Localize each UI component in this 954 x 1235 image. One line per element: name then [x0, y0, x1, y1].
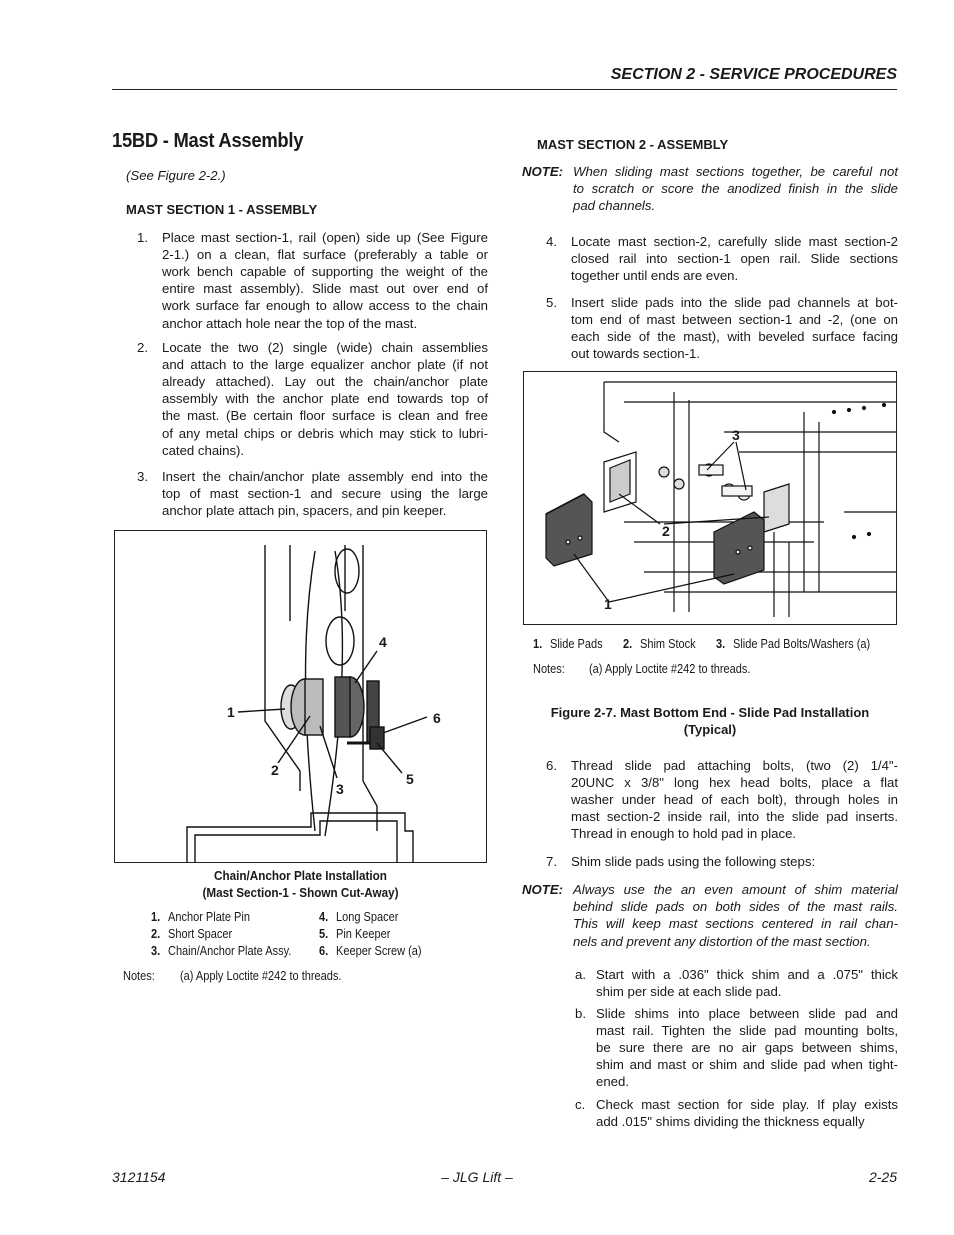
text-line: Insert slide pads into the slide pad channels at bot- [571, 295, 898, 310]
text-line: already attached). Lay out the chain/anchor plate [162, 374, 488, 390]
text-line: shim per side at each slide pad. [596, 984, 782, 1000]
text-line: Thread slide pad attaching bolts, (two (2) 1/4"- [571, 758, 898, 773]
right-notes-label: Notes: [533, 662, 565, 676]
text-line: ened. [596, 1074, 630, 1090]
legend-label: Slide Pads [550, 637, 603, 651]
text-line: 2-1.) on a clean, flat surface (preferably a table or [162, 247, 488, 263]
callout-6: 6 [433, 710, 441, 726]
note-1-label: NOTE: [522, 164, 564, 179]
legend-number: 3. [716, 637, 726, 651]
legend-label: Anchor Plate Pin [168, 910, 250, 924]
legend-label: Long Spacer [336, 910, 399, 924]
text-line: the mast. (Be certain floor surface is clean and free [162, 408, 488, 424]
text-line: Shim slide pads using the following steps: [571, 854, 816, 869]
text-line: Start with a .036" thick shim and a .075" thick [596, 967, 898, 982]
text-line: be sure there are no air gaps between shims, [596, 1040, 898, 1056]
see-figure-ref: (See Figure 2-2.) [126, 168, 226, 183]
step-number: 3. [137, 469, 148, 484]
step-number: 2. [137, 340, 148, 355]
step-number: 7. [546, 854, 557, 869]
page-heading: 15BD - Mast Assembly [112, 130, 304, 152]
step-number: 6. [546, 758, 557, 773]
step-number: 5. [546, 295, 557, 310]
section-header-title: SECTION 2 - SERVICE PROCEDURES [610, 66, 897, 83]
text-line: Thread in enough to hold pad in place. [571, 826, 797, 842]
text-line: Locate the two (2) single (wide) chain assemblies [162, 340, 488, 355]
legend-number: 1. [151, 910, 161, 924]
chain-anchor-illustration [115, 531, 486, 862]
footer-publisher: – JLG Lift – [441, 1169, 513, 1185]
right-notes-text: (a) Apply Loctite #242 to threads. [589, 662, 751, 676]
left-notes-text: (a) Apply Loctite #242 to threads. [180, 969, 342, 983]
text-line: nels and prevent any distortion of the mast section. [573, 933, 871, 949]
chain-anchor-figure [114, 530, 487, 863]
legend-number: 5. [319, 927, 329, 941]
legend-number: 3. [151, 944, 161, 958]
text-line: anchor attach hole near the top of the mast. [162, 315, 418, 331]
callout-1: 1 [604, 596, 612, 612]
note-2-label: NOTE: [522, 882, 564, 897]
legend-number: 2. [623, 637, 633, 651]
text-line: mast rail. Tighten the slide pad mounting bolts, [596, 1023, 898, 1039]
header-divider [112, 89, 897, 90]
text-line: Place mast section-1, rail (open) side up (See Figure [162, 230, 488, 245]
legend-label: Short Spacer [168, 927, 233, 941]
text-line: mast section-2 inside rail, into the slide pad inserts. [571, 809, 898, 825]
text-line: Check mast section for side play. If play exists [596, 1097, 898, 1112]
step-number: 4. [546, 234, 557, 249]
callout-2: 2 [662, 523, 670, 539]
text-line: This will keep mast sections centered in rail chan- [573, 916, 898, 932]
text-line: to scratch or score the anodized finish in the slide [573, 181, 898, 197]
footer-doc-number: 3121154 [112, 1169, 166, 1185]
step-number: b. [575, 1006, 586, 1021]
callout-3: 3 [336, 781, 344, 797]
text-line: out towards section-1. [571, 346, 701, 362]
text-line: assembly with the anchor plate end towards top of [162, 391, 488, 407]
legend-number: 4. [319, 910, 329, 924]
text-line: tom end of mast between section-1 and -2, (one on [571, 312, 898, 328]
text-line: Always use the an even amount of shim material [573, 882, 898, 897]
step-number: 1. [137, 230, 148, 245]
text-line: of any metal chips or debris which may stick to lubri- [162, 425, 488, 441]
text-line: and attach to the large equalizer anchor plate (if not [162, 357, 488, 373]
text-line: add .015" shims dividing the thickness equally [596, 1114, 865, 1130]
legend-label: Chain/Anchor Plate Assy. [168, 944, 292, 958]
text-line: 20UNC x 3/8" long hex head bolts, place a flat [571, 775, 898, 791]
callout-5: 5 [406, 771, 414, 787]
text-line: work bench capable of supporting the weight of the [162, 264, 488, 280]
text-line: entire mast assembly). Slide mast out over end of [162, 281, 488, 297]
text-line: shim and mast or shim and slide pad when tight- [596, 1057, 898, 1073]
text-line: When sliding mast sections together, be careful not [573, 164, 898, 179]
text-line: closed rail into section-1 open rail. Slide sections [571, 251, 898, 267]
text-line: anchor plate attach pin, spacers, and pin keeper. [162, 503, 447, 519]
subheading-section-2: MAST SECTION 2 - ASSEMBLY [537, 137, 729, 152]
callout-4: 4 [379, 634, 387, 650]
text-line: top of mast section-1 and secure using the large [162, 486, 488, 502]
text-line: behind slide pads on both sides of the mast rails. [573, 899, 898, 915]
text-line: pad channels. [573, 198, 656, 214]
legend-number: 1. [533, 637, 543, 651]
text-line: each side of the mast), with beveled surface facing [571, 329, 898, 345]
left-caption-line-2: (Mast Section-1 - Shown Cut-Away) [202, 885, 399, 900]
legend-number: 2. [151, 927, 161, 941]
callout-1: 1 [227, 704, 235, 720]
step-number: c. [575, 1097, 586, 1112]
legend-number: 6. [319, 944, 329, 958]
legend-label: Slide Pad Bolts/Washers (a) [733, 637, 871, 651]
right-caption-line-2: (Typical) [683, 722, 737, 737]
left-notes-label: Notes: [123, 969, 155, 983]
legend-label: Shim Stock [640, 637, 696, 651]
left-figure-caption [133, 867, 469, 901]
text-line: work surface far enough to allow access to the chain [162, 298, 488, 314]
step-number: a. [575, 967, 586, 982]
slide-pad-figure [523, 371, 897, 625]
callout-3: 3 [732, 427, 740, 443]
text-line: cated chains). [162, 442, 245, 458]
subheading-section-1: MAST SECTION 1 - ASSEMBLY [126, 202, 318, 217]
left-caption-line-1: Chain/Anchor Plate Installation [214, 868, 387, 883]
legend-label: Keeper Screw (a) [336, 944, 422, 958]
text-line: Insert the chain/anchor plate assembly end into the [162, 469, 488, 484]
text-line: together until ends are even. [571, 268, 739, 284]
text-line: Slide shims into place between slide pad and [596, 1006, 898, 1021]
legend-label: Pin Keeper [336, 927, 391, 941]
text-line: Locate mast section-2, carefully slide mast section-2 [571, 234, 898, 249]
footer-page-number: 2-25 [868, 1169, 897, 1185]
callout-2: 2 [271, 762, 279, 778]
slide-pad-illustration [524, 372, 896, 624]
right-figure-caption [523, 704, 897, 738]
right-caption-line-1: Figure 2-7. Mast Bottom End - Slide Pad Installation [550, 705, 870, 720]
text-line: washer under head of each bolt), through holes in [571, 792, 898, 808]
